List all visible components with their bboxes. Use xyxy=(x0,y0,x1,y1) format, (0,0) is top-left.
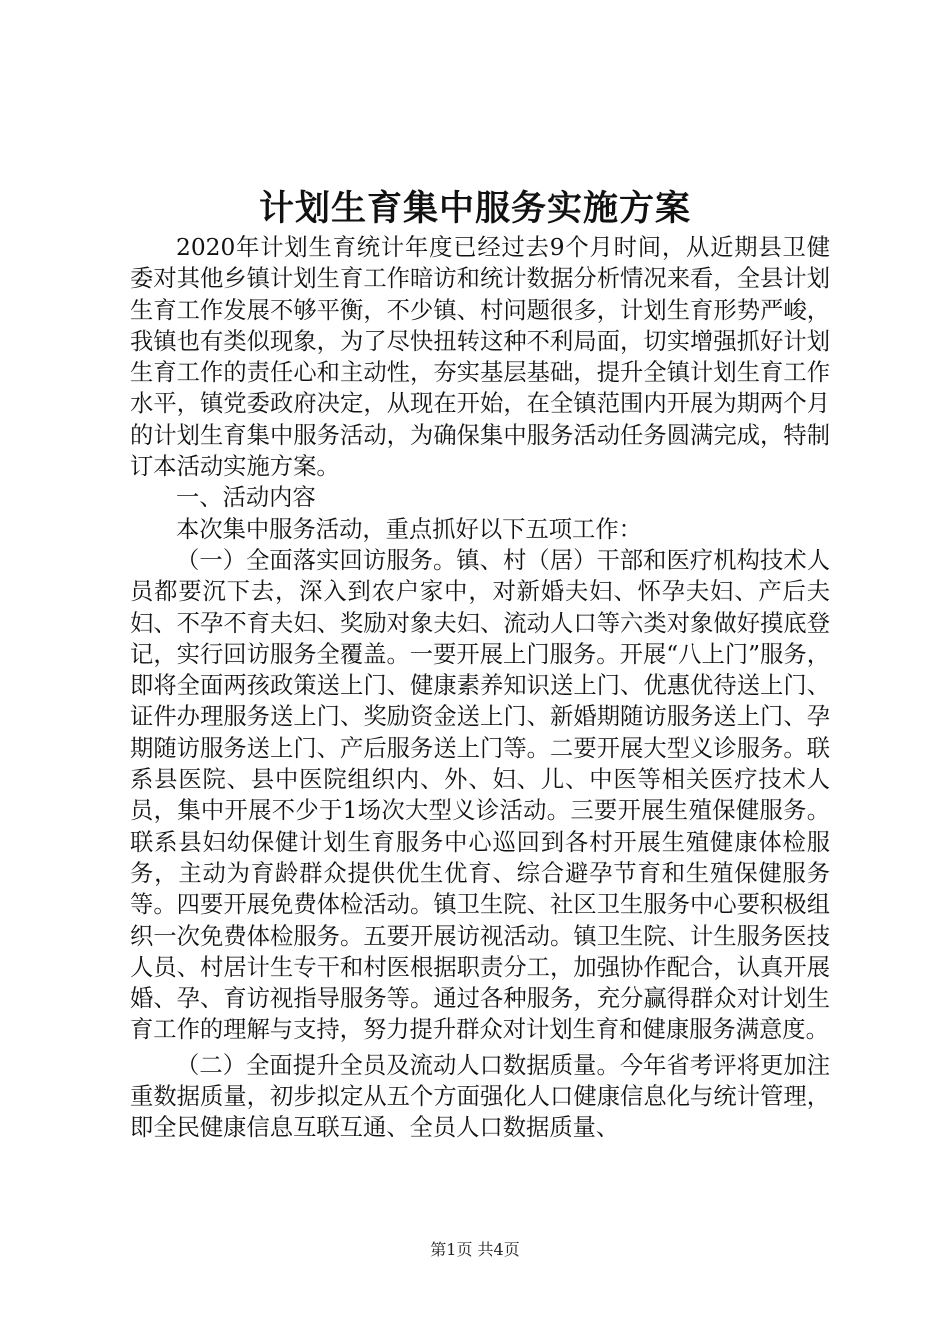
section-heading-activity-content: 一、活动内容 xyxy=(176,484,316,512)
page-number: 第1页 共4页 xyxy=(430,1240,520,1259)
document-title: 计划生育集中服务实施方案 xyxy=(258,188,691,229)
paragraph-intro: 2020年计划生育统计年度已经过去9个月时间，从近期县卫健委对其他乡镇计划生育工作暗访和统计数据分析情况来看，全县计划生育工作发展不够平衡，不少镇、村问题很多，计划生育形势严峻，我镇也有类似现象，为了尽快扭转这种不利局面，切实增强抓好计划生育工作的责任心和主动性，夯实基层基础，提升全镇计划生育工作水平，镇党委政府决定，从现在开始，在全镇范围内开展为期两个月的计划生育集中服务活动，为确保集中服务活动任务圆满完成，特制订本活动实施方案。 xyxy=(130,234,830,481)
paragraph-overview: 本次集中服务活动，重点抓好以下五项工作： xyxy=(176,515,642,543)
paragraph-item-1: （一）全面落实回访服务。镇、村（居）干部和医疗机构技术人员都要沉下去，深入到农户家中，对新婚夫妇、怀孕夫妇、产后夫妇、不孕不育夫妇、奖励对象夫妇、流动人口等六类对象做好摸底登记，实行回访服务全覆盖。一要开展上门服务。开展“八上门”服务，即将全面两孩政策送上门、健康素养知识送上门、优惠优待送上门、证件办理服务送上门、奖励资金送上门、新婚期随访服务送上门、孕期随访服务送上门、产后服务送上门等。二要开展大型义诊服务。联系县医院、县中医院组织内、外、妇、儿、中医等相关医疗技术人员，集中开展不少于1场次大型义诊活动。三要开展生殖保健服务。联系县妇幼保健计划生育服务中心巡回到各村开展生殖健康体检服务，主动为育龄群众提供优生优育、综合避孕节育和生殖保健服务等。四要开展免费体检活动。镇卫生院、社区卫生服务中心要积极组织一次免费体检服务。五要开展访视活动。镇卫生院、计生服务医技人员、村居计生专干和村医根据职责分工，加强协作配合，认真开展婚、孕、育访视指导服务等。通过各种服务，充分赢得群众对计划生育工作的理解与支持，努力提升群众对计划生育和健康服务满意度。 xyxy=(130,546,830,1044)
paragraph-item-2: （二）全面提升全员及流动人口数据质量。今年省考评将更加注重数据质量，初步拟定从五个方面强化人口健康信息化与统计管理，即全民健康信息互联互通、全员人口数据质量、 xyxy=(130,1051,830,1142)
document-body xyxy=(130,232,830,1144)
